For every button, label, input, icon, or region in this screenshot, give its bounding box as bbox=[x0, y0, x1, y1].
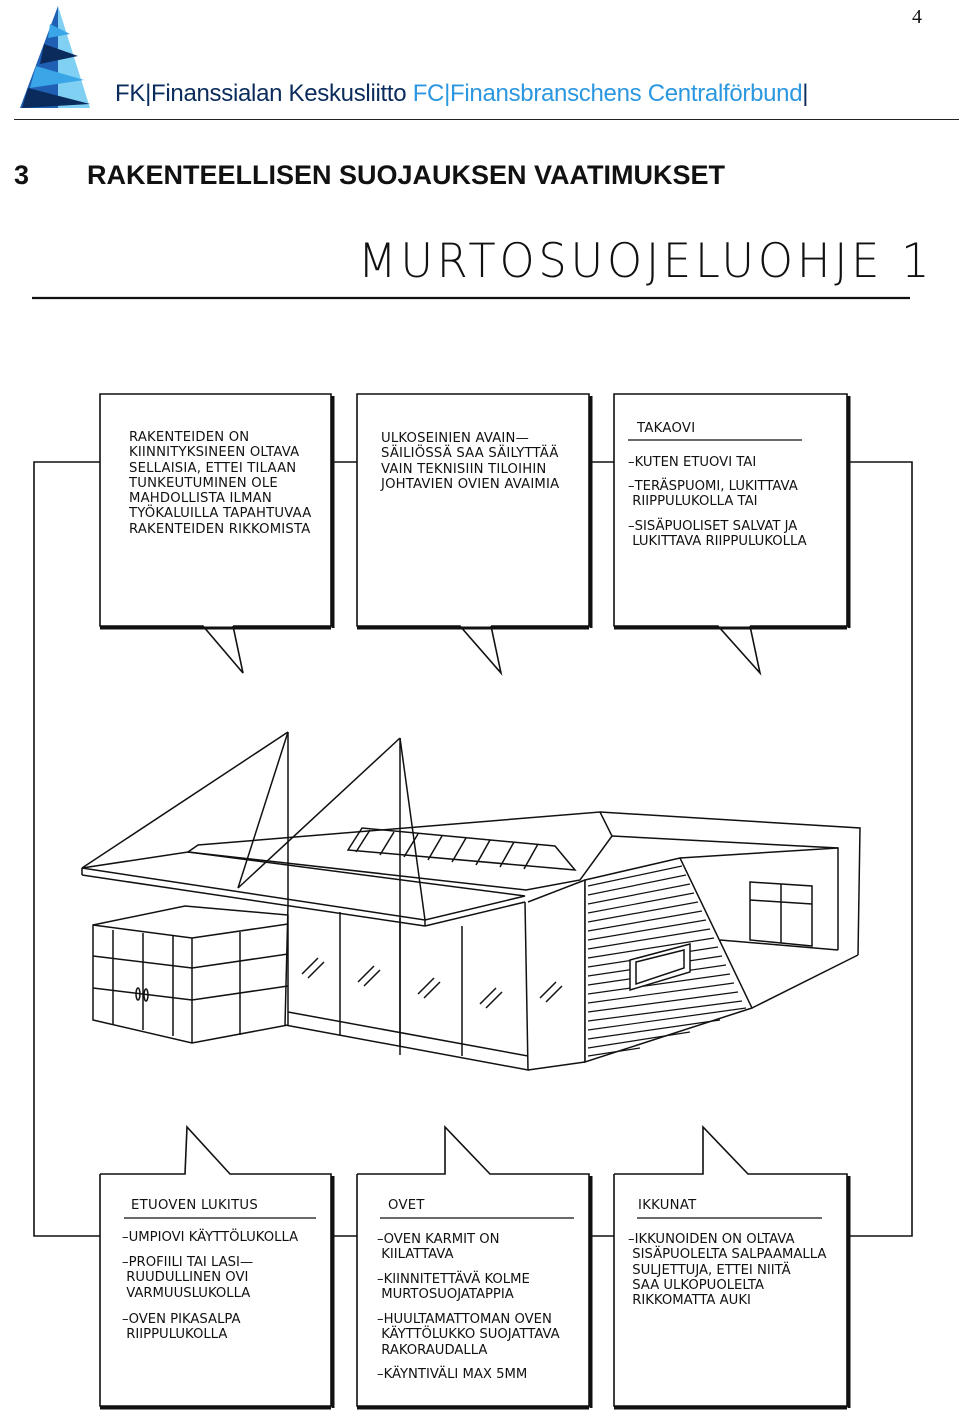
building bbox=[82, 732, 860, 1070]
structures-requirement-text: RAKENTEIDEN ON KIINNITYKSINEEN OLTAVA SELLAISIA, ETTEI TILAAN TUNKEUTUMINEN OLE MAHDOLLISTA ILMAN TYÖKALUILLA TAPAHTUVAA RAKENTEIDEN RIKKOMISTA bbox=[129, 430, 312, 537]
front-door-lock-item: –UMPIOVI KÄYTTÖLUKOLLA bbox=[122, 1230, 299, 1245]
key-storage-requirement-text: ULKOSEINIEN AVAIN— SÄILIÖSSÄ SAA SÄILYTTÄÄ VAIN TEKNISIIN TILOIHIN JOHTAVIEN OVIEN AVAIMIA bbox=[381, 431, 560, 492]
page-number: 4 bbox=[912, 6, 922, 28]
org-fk-name: Finanssialan Keskusliitto bbox=[151, 80, 407, 107]
back-door-item: –SISÄPUOLISET SALVAT JA LUKITTAVA RIIPPULUKOLLA bbox=[628, 519, 807, 550]
back-door-item: –KUTEN ETUOVI TAI bbox=[628, 455, 757, 470]
frame-right bbox=[847, 462, 912, 1236]
doors-item: –OVEN KARMIT ON KIILATTAVA bbox=[377, 1232, 500, 1263]
back-door-item: –TERÄSPUOMI, LUKITTAVA RIIPPULUKOLLA TAI bbox=[628, 479, 798, 510]
frame-left bbox=[34, 462, 100, 1236]
callout-doors bbox=[357, 1127, 591, 1408]
windows-item: –IKKUNOIDEN ON OLTAVA SISÄPUOLELTA SALPAAMALLA SULJETTUJA, ETTEI NIITÄ SAA ULKOPUOLELTA RIKKOMATTA AUKI bbox=[628, 1232, 827, 1309]
doors-item: –HUULTAMATTOMAN OVEN KÄYTTÖLUKKO SUOJATTAVA RAKORAUDALLA bbox=[377, 1312, 560, 1358]
org-fk-abbr: FK bbox=[115, 80, 146, 107]
organization-name: FK|Finanssialan Keskusliitto FC|Finansbranschens Centralförbund| bbox=[115, 80, 809, 107]
front-door-lock-title: ETUOVEN LUKITUS bbox=[131, 1198, 259, 1213]
org-fc-abbr: FC bbox=[412, 80, 445, 107]
org-fc-name: Finansbranschens Centralförbund bbox=[450, 80, 803, 107]
doors-item: –KIINNITETTÄVÄ KOLME MURTOSUOJATAPPIA bbox=[377, 1272, 530, 1303]
section-number: 3 bbox=[14, 160, 30, 190]
back-door-title: TAKAOVI bbox=[637, 421, 696, 436]
doors-item: –KÄYNTIVÄLI MAX 5MM bbox=[377, 1367, 528, 1382]
section-title: RAKENTEELLISEN SUOJAUKSEN VAATIMUKSET bbox=[87, 160, 726, 190]
doors-title: OVET bbox=[388, 1198, 425, 1213]
guide-title: MURTOSUOJELUOHJE 1 bbox=[358, 234, 934, 289]
front-door-lock-item: –PROFIILI TAI LASI— RUUDULLINEN OVI VARMUUSLUKOLLA bbox=[122, 1255, 254, 1301]
front-door-lock-item: –OVEN PIKASALPA RIIPPULUKOLLA bbox=[122, 1312, 241, 1343]
windows-title: IKKUNAT bbox=[638, 1198, 697, 1213]
